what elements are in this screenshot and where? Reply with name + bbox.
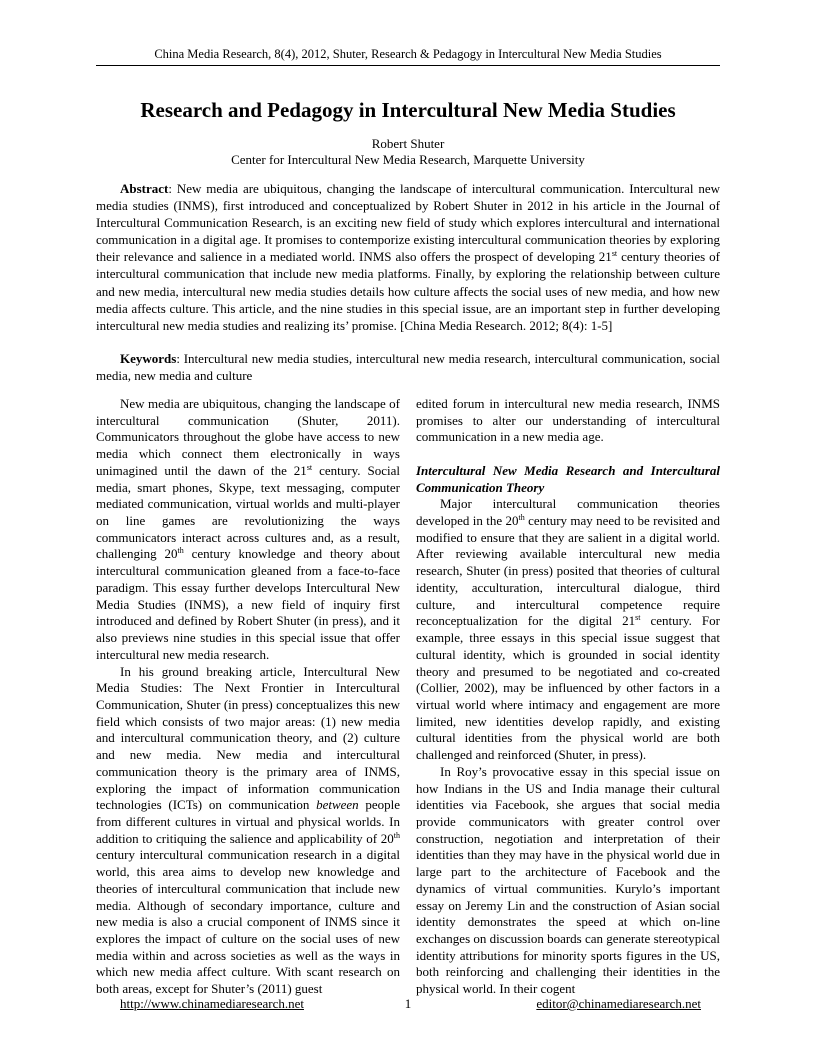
text-run: century. Social media, smart phones, Skype, text messaging, computer mediated communication, virtual worlds and multi-player on line games are revolutionizing the ways communicators interact across cultures and, as a result, challenging 20: [96, 462, 400, 562]
journal-website-link[interactable]: http://www.chinamediaresearch.net: [120, 996, 304, 1011]
abstract: [96, 180, 720, 334]
abstract-text-part-2: century theories of intercultural communication that include new media platforms. Finally, by exploring the relationship between culture and new media, intercultural new media studies details how culture affects the social uses of new media, and how new media affects culture. This article, and the nine studies in this special issue, are an important step in further developing intercultural new media studies and realizing its’ promise. [China Media Research. 2012; 8(4): 1-5]: [96, 249, 720, 333]
editor-email-link[interactable]: editor@chinamediaresearch.net: [536, 996, 701, 1011]
superscript: st: [306, 462, 313, 472]
body-paragraph: edited forum in intercultural new media research, INMS promises to alter our understanding of intercultural communication in a new media age.: [416, 396, 720, 445]
body-paragraph: In Roy’s provocative essay in this special issue on how Indians in the US and India manage their cultural identities via Facebook, she argues that social media provide communicators with greater control over construction, negotiation and interpretation of their identities than they may have in the physical world due in large part to the architecture of Facebook and the dynamics of virtual communities. Kurylo’s important essay on Jeremy Lin and the construction of Asian social identity demonstrates the speed at which on-line exchanges on discussion boards can generate stereotypical identity attributions for minority sports figures in the US, both reinforcing and challenging their identities in the physical world. In their cogent: [416, 763, 720, 997]
author-name: Robert Shuter: [371, 136, 445, 151]
abstract-superscript: st: [611, 249, 618, 259]
running-head: China Media Research, 8(4), 2012, Shuter, Research & Pedagogy in Intercultural New Media Studies: [154, 47, 662, 61]
paragraph-spacer: [416, 446, 720, 463]
text-run: New media are ubiquitous, changing the landscape of intercultural communication (Shuter, 2011). Communicators throughout the globe have access to new media which connect them electronically in ways unimagined until the dawn of the 21: [96, 396, 400, 478]
superscript: st: [635, 613, 641, 623]
text-run: century. For example, three essays in this special issue suggest that cultural identity, which is grounded in social identity theory and presumed to be negotiated and co-created (Collier, 2002), may be influenced by other factors in a virtual world where intimacy and engagement are more limited, new identities develop rapidly, and existing cultural identities from the physical world are both challenged and reinforced (Shuter, in press).: [416, 613, 720, 763]
abstract-text-part-1: : New media are ubiquitous, changing the landscape of intercultural communication. Intercultural new media studies (INMS), first introduced and conceptualized by Robert Shuter in 2012 in his article in the Journal of Intercultural Communication Research, is an exciting new field of study which explores intercultural and international communication in a digital age. It promises to contemporize existing intercultural communication theories by exploring their relevance and salience in a mediated world. INMS also offers the prospect of developing 21: [96, 181, 720, 265]
article-title: Research and Pedagogy in Intercultural New Media Studies: [140, 98, 676, 122]
superscript: th: [518, 513, 525, 523]
right-column: [416, 396, 720, 998]
left-column: [96, 396, 400, 998]
text-run: people from different cultures in virtual and physical worlds. In addition to critiquing the salience and applicability of 20: [96, 797, 400, 846]
header-rule: [96, 65, 720, 66]
text-run: century knowledge and theory about intercultural communication gleaned from a face-to-face paradigm. This essay further develops Intercultural New Media Studies (INMS), a new field of inquiry first introduced and defined by Robert Shuter (in press), and it also previews nine studies in this special issue that offer intercultural new media research.: [96, 546, 400, 662]
abstract-label: Abstract: [120, 181, 169, 196]
body-paragraph: [96, 664, 400, 998]
page-number: 1: [404, 996, 412, 1011]
keywords-label: Keywords: [120, 351, 177, 366]
keywords: [96, 350, 720, 384]
body-paragraph: [96, 396, 400, 664]
section-heading: Intercultural New Media Research and Intercultural Communication Theory: [416, 462, 720, 495]
keywords-text: : Intercultural new media studies, intercultural new media research, intercultural communication, social media, new media and culture: [96, 351, 720, 384]
text-run: century may need to be revisited and modified to ensure that they are salient in a digital world. After reviewing available intercultural new media research, Shuter (in press) posited that theories of cultural identity, acculturation, intercultural dialogue, third culture, and intercultural competence require reconceptualization for the digital 21: [416, 513, 720, 629]
text-run: In his ground breaking article, Intercultural New Media Studies: The Next Frontier in Intercultural Communication, Shuter (in press) conceptualizes this new field which consists of two major areas: (1) new media and intercultural communication theory, and (2) culture and new media. New media and intercultural communication theory is the primary area of INMS, exploring the impact of information communication technologies (ICTs) on communication: [96, 663, 400, 813]
emphasis: between: [316, 797, 359, 813]
body-paragraph: [416, 496, 720, 764]
text-run: Major intercultural communication theories developed in the 20: [416, 496, 720, 529]
author-affiliation: Center for Intercultural New Media Research, Marquette University: [231, 152, 585, 167]
superscript: th: [177, 546, 184, 556]
text-run: century intercultural communication research in a digital world, this area aims to develop new knowledge and theories of intercultural communication that include new media. Although of secondary importance, culture and new media is also a crucial component of INMS since it explores the impact of culture on the social uses of new media within and across societies as well as the ways in which new media affect culture. With scant research on both areas, except for Shuter’s (2011) guest: [96, 847, 400, 997]
superscript: th: [393, 830, 400, 840]
